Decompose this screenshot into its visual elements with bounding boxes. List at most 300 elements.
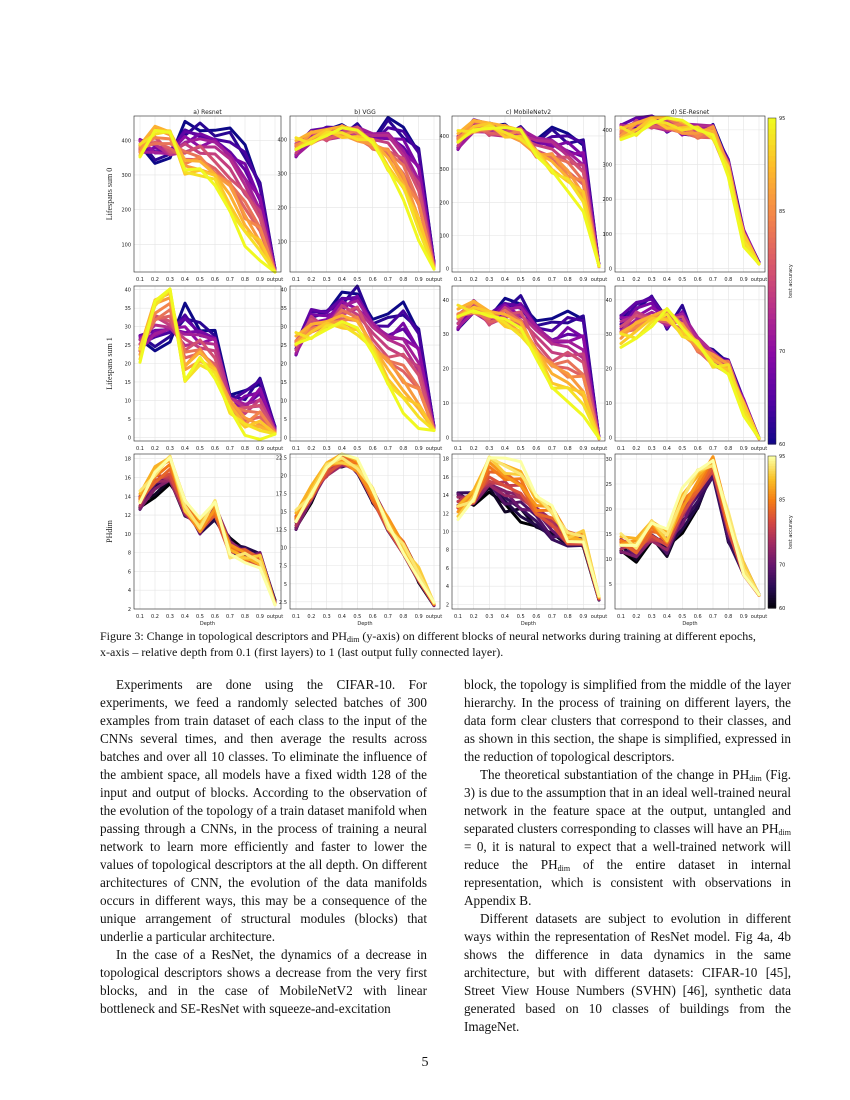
colorbar-segment bbox=[768, 390, 776, 396]
x-tick-label: 0.5 bbox=[196, 277, 204, 283]
y-tick-label: 10 bbox=[124, 398, 131, 405]
y-tick-label: 16 bbox=[124, 475, 131, 482]
y-tick-label: 14 bbox=[442, 493, 449, 500]
x-tick-label: 0.2 bbox=[151, 446, 159, 452]
y-tick-label: 18 bbox=[124, 456, 131, 463]
y-tick-label: 200 bbox=[602, 197, 612, 204]
colorbar-segment bbox=[768, 352, 776, 358]
x-tick-label: 0.1 bbox=[292, 446, 300, 452]
colorbar-segment bbox=[768, 172, 776, 178]
y-tick-label: 30 bbox=[605, 332, 612, 339]
colorbar-tick-label: 60 bbox=[779, 606, 786, 612]
series-line bbox=[621, 118, 759, 264]
series-line bbox=[140, 478, 275, 602]
y-tick-label: 10 bbox=[605, 557, 612, 563]
colorbar-segment bbox=[768, 373, 776, 379]
colorbar-segment bbox=[768, 243, 776, 249]
x-tick-label: output bbox=[750, 277, 768, 283]
y-tick-label: 400 bbox=[602, 127, 612, 134]
colorbar-segment bbox=[768, 118, 776, 124]
x-tick-label: 0.4 bbox=[663, 277, 671, 283]
colorbar-top bbox=[768, 116, 794, 448]
chart-panel-1-2 bbox=[443, 286, 608, 452]
y-tick-label: 8 bbox=[445, 547, 449, 554]
x-tick-label: 0.2 bbox=[469, 614, 478, 620]
x-tick-label: 0.7 bbox=[226, 614, 234, 620]
colorbar-segment bbox=[768, 401, 776, 407]
colorbar-segment bbox=[768, 384, 776, 390]
series-line bbox=[621, 116, 759, 263]
paragraph-datasets: Different datasets are subject to evolution in different ways within the representation of ResNet model. Fig 4a, 4b shows the difference in data dynamics in the same architecture, but with different datasets: CIFAR-10 [45], Street View House Numbers (SVHN) [46], synthetic data generated based on 10 classes of buildings from the ImageNet. bbox=[464, 911, 791, 1034]
x-tick-label: 0.3 bbox=[647, 277, 656, 283]
colorbar-label: test accuracy bbox=[788, 515, 794, 549]
series-line bbox=[140, 477, 275, 602]
figure-caption: Figure 3: Change in topological descriptors and $PH_{dim}$ (y-axis) on different blocks of neural networks during training at different epochs, x-axis – relative depth from 0.1 (first layers) to 1 (last output fully connected layer). bbox=[100, 629, 756, 659]
x-tick-label: 0.7 bbox=[709, 446, 717, 452]
y-tick-label: 10 bbox=[442, 529, 449, 536]
row-label: Lifespans sum 1 bbox=[105, 337, 114, 390]
y-tick-label: 200 bbox=[277, 205, 287, 212]
x-tick-label: 0.7 bbox=[384, 446, 392, 452]
y-tick-label: 100 bbox=[277, 239, 287, 246]
series-line bbox=[621, 118, 759, 264]
series-line bbox=[458, 126, 599, 267]
x-tick-label: 0.9 bbox=[739, 277, 748, 283]
chart-panel-2-1 bbox=[276, 454, 442, 627]
y-tick-label: 35 bbox=[124, 306, 131, 313]
y-tick-label: 100 bbox=[602, 231, 612, 238]
x-tick-label: 0.4 bbox=[338, 446, 346, 452]
x-tick-label: output bbox=[266, 277, 284, 283]
y-tick-label: 30 bbox=[280, 324, 287, 331]
x-tick-label: 0.6 bbox=[211, 446, 219, 452]
x-tick-label: 0.8 bbox=[724, 277, 733, 283]
colorbar-segment bbox=[768, 200, 776, 206]
page-number: 5 bbox=[421, 1055, 429, 1070]
series-line bbox=[140, 480, 275, 603]
x-tick-label: 0.3 bbox=[322, 446, 331, 452]
colorbar-segment bbox=[768, 265, 776, 271]
y-tick-label: 30 bbox=[442, 332, 449, 339]
x-tick-label: 0.4 bbox=[338, 614, 346, 620]
y-tick-label: 20 bbox=[605, 366, 612, 373]
y-tick-label: 35 bbox=[280, 306, 287, 313]
x-tick-label: 0.5 bbox=[516, 446, 525, 452]
y-tick-label: 15 bbox=[605, 532, 612, 538]
y-tick-label: 10 bbox=[280, 398, 287, 405]
y-tick-label: 17.5 bbox=[275, 491, 287, 498]
x-tick-label: 0.3 bbox=[485, 446, 494, 452]
x-tick-label: 0.3 bbox=[647, 446, 656, 452]
colorbar-segment bbox=[768, 156, 776, 162]
x-tick-label: 0.1 bbox=[454, 614, 462, 620]
x-tick-label: output bbox=[425, 446, 443, 452]
y-tick-label: 200 bbox=[439, 200, 449, 207]
colorbar-segment bbox=[768, 297, 776, 303]
paragraph-experiments: Experiments are done using the CIFAR-10. For experiments, we feed a randomly selected batches of 300 examples from train dataset of each class to the input of the CNNs several times, and then average the results across batches and over all 10 classes. To eliminate the influence of the ambient space, all models have a fixed width 128 of the input and output of blocks. According to the observation of the evolution of the topology of a train dataset manifold when passing through a CNNs, in the process of training a neural network to learn more efficiently and faster to lower the values of topological descriptors at the all depth. On different architectures of CNN, the evolution of the data manifolds occurs in different ways, this may be a consequence of the unique arrangement of structural modules (blocks) that underlie a particular architecture. bbox=[100, 677, 427, 944]
x-tick-label: 0.2 bbox=[151, 277, 159, 283]
x-tick-label: 0.9 bbox=[739, 446, 748, 452]
x-tick-label: 0.1 bbox=[454, 277, 462, 283]
colorbar-segment bbox=[768, 210, 776, 216]
x-tick-label: 0.3 bbox=[166, 277, 174, 283]
x-tick-label: 0.9 bbox=[256, 446, 264, 452]
colorbar-segment bbox=[768, 254, 776, 260]
x-tick-label: 0.8 bbox=[241, 614, 249, 620]
y-tick-label: 0 bbox=[608, 266, 612, 273]
y-tick-label: 400 bbox=[439, 133, 449, 140]
x-tick-label: 0.8 bbox=[563, 446, 572, 452]
y-tick-label: 40 bbox=[605, 297, 612, 304]
x-tick-label: 0.1 bbox=[617, 614, 625, 620]
colorbar-segment bbox=[768, 151, 776, 157]
x-tick-label: 0.7 bbox=[548, 277, 556, 283]
colorbar-bottom bbox=[768, 454, 794, 612]
x-tick-label: output bbox=[266, 446, 284, 452]
series-line bbox=[621, 122, 759, 264]
panel-title: d) SE-Resnet bbox=[670, 109, 710, 116]
y-tick-label: 300 bbox=[439, 167, 449, 174]
x-tick-label: 0.8 bbox=[724, 446, 733, 452]
series-line bbox=[621, 117, 759, 263]
x-tick-label: 0.7 bbox=[226, 277, 234, 283]
x-tick-label: 0.8 bbox=[724, 614, 733, 620]
colorbar-segment bbox=[768, 292, 776, 298]
chart-panel-1-3 bbox=[606, 286, 768, 452]
x-tick-label: 0.2 bbox=[632, 614, 641, 620]
colorbar-segment bbox=[768, 357, 776, 363]
series-line bbox=[621, 121, 759, 263]
y-tick-label: 100 bbox=[121, 242, 131, 249]
colorbar-tick-label: 60 bbox=[779, 442, 786, 448]
paragraph-resnet-dynamics: In the case of a ResNet, the dynamics of a decrease in topological descriptors shows a decrease from the very first blocks, and in the case of MobileNetV2 with linear bottleneck and SE-ResNet with squeeze-and-excitation bbox=[100, 947, 427, 1016]
colorbar-segment bbox=[768, 406, 776, 412]
colorbar-segment bbox=[768, 439, 776, 445]
colorbar-segment bbox=[768, 161, 776, 167]
x-tick-label: 0.5 bbox=[353, 614, 362, 620]
figure-3-chart-grid bbox=[100, 104, 800, 630]
colorbar-tick-label: 95 bbox=[779, 454, 786, 460]
colorbar-tick-label: 70 bbox=[779, 562, 786, 569]
x-tick-label: 0.7 bbox=[384, 277, 392, 283]
colorbar-segment bbox=[768, 221, 776, 227]
x-tick-label: 0.4 bbox=[663, 446, 671, 452]
colorbar-segment bbox=[768, 379, 776, 385]
chart-panel-2-2 bbox=[443, 454, 608, 627]
paragraph-theoretical-substantiation: The theoretical substantiation of the change in $PH_{dim}$ (Fig. 3) is due to the assumption that in an ideal well-trained neural network in the feature space at the output, untangled and separated clusters corresponding to classes will have an $PH_{dim} = 0$, it is natural to expect that a well-trained network will reduce the $PH_{dim}$ of the entire dataset in internal representation, which is consistent with observations in Appendix B. bbox=[464, 767, 792, 908]
series-line bbox=[621, 116, 759, 262]
y-tick-label: 25 bbox=[124, 343, 131, 350]
x-tick-label: 0.3 bbox=[322, 277, 331, 283]
x-tick-label: 0.6 bbox=[368, 614, 377, 620]
y-tick-label: 20 bbox=[605, 507, 612, 513]
x-tick-label: 0.6 bbox=[532, 614, 541, 620]
colorbar-segment bbox=[768, 428, 776, 434]
x-tick-label: 0.6 bbox=[532, 277, 541, 283]
x-tick-label: 0.6 bbox=[211, 277, 219, 283]
colorbar-segment bbox=[768, 303, 776, 309]
x-axis-label: Depth bbox=[357, 621, 373, 627]
series-line bbox=[621, 118, 759, 264]
series-line bbox=[621, 121, 759, 265]
x-tick-label: 0.5 bbox=[678, 446, 687, 452]
y-tick-label: 5 bbox=[608, 582, 612, 588]
row-label: PHdim bbox=[105, 520, 114, 543]
colorbar-segment bbox=[768, 194, 776, 200]
colorbar-segment bbox=[768, 129, 776, 135]
x-tick-label: 0.9 bbox=[414, 446, 423, 452]
x-tick-label: 0.6 bbox=[211, 614, 219, 620]
colorbar-segment bbox=[768, 368, 776, 374]
body-column-right bbox=[464, 676, 791, 1036]
chart-panel-0-3 bbox=[602, 109, 767, 283]
x-tick-label: 0.5 bbox=[678, 614, 687, 620]
colorbar-segment bbox=[768, 167, 776, 173]
x-tick-label: 0.3 bbox=[485, 614, 494, 620]
colorbar-segment bbox=[768, 395, 776, 401]
chart-panel-1-0 bbox=[125, 286, 284, 452]
series-line bbox=[621, 124, 759, 263]
x-tick-label: output bbox=[590, 614, 608, 620]
series-line bbox=[621, 461, 759, 595]
x-tick-label: 0.3 bbox=[166, 614, 174, 620]
colorbar-segment bbox=[768, 216, 776, 222]
y-tick-label: 7.5 bbox=[279, 563, 287, 570]
x-tick-label: 0.1 bbox=[292, 277, 300, 283]
x-tick-label: 0.2 bbox=[307, 446, 316, 452]
x-tick-label: 0.5 bbox=[678, 277, 687, 283]
x-tick-label: 0.9 bbox=[256, 614, 264, 620]
x-tick-label: 0.7 bbox=[709, 277, 717, 283]
colorbar-segment bbox=[768, 308, 776, 314]
x-tick-label: 0.1 bbox=[136, 446, 144, 452]
x-tick-label: 0.8 bbox=[563, 614, 572, 620]
figure-3 bbox=[100, 104, 800, 630]
y-tick-label: 22.5 bbox=[275, 455, 287, 462]
x-tick-label: 0.5 bbox=[353, 446, 362, 452]
x-tick-label: 0.8 bbox=[241, 446, 249, 452]
x-tick-label: 0.8 bbox=[399, 614, 408, 620]
colorbar-segment bbox=[768, 330, 776, 336]
chart-panel-1-1 bbox=[281, 286, 443, 452]
chart-panel-0-2 bbox=[439, 109, 607, 283]
x-tick-label: output bbox=[266, 614, 284, 620]
colorbar-segment bbox=[768, 411, 776, 417]
x-tick-label: 0.5 bbox=[196, 614, 204, 620]
y-tick-label: 2 bbox=[127, 607, 131, 613]
x-tick-label: 0.6 bbox=[532, 446, 541, 452]
x-tick-label: 0.5 bbox=[353, 277, 362, 283]
y-tick-label: 0 bbox=[445, 266, 449, 273]
panel-title: b) VGG bbox=[354, 109, 376, 116]
colorbar-segment bbox=[768, 227, 776, 233]
x-axis-label: Depth bbox=[682, 621, 698, 627]
y-tick-label: 12.5 bbox=[275, 527, 287, 534]
colorbar-segment bbox=[768, 123, 776, 129]
x-tick-label: 0.4 bbox=[181, 446, 189, 452]
colorbar-label: test accuracy bbox=[788, 264, 794, 298]
colorbar-segment bbox=[768, 335, 776, 341]
x-tick-label: output bbox=[590, 277, 608, 283]
colorbar-segment bbox=[768, 281, 776, 287]
colorbar-segment bbox=[768, 232, 776, 238]
x-tick-label: output bbox=[590, 446, 608, 452]
x-tick-label: 0.4 bbox=[181, 614, 189, 620]
chart-panel-2-0 bbox=[125, 454, 284, 627]
panel-title: c) MobileNetv2 bbox=[505, 109, 552, 116]
colorbar-segment bbox=[768, 324, 776, 330]
colorbar-segment bbox=[768, 346, 776, 352]
y-tick-label: 200 bbox=[121, 207, 131, 214]
x-axis-label: Depth bbox=[520, 621, 537, 627]
colorbar-segment bbox=[768, 189, 776, 195]
x-tick-label: 0.9 bbox=[579, 614, 588, 620]
x-tick-label: 0.8 bbox=[399, 446, 408, 452]
y-tick-label: 10 bbox=[442, 401, 449, 408]
x-tick-label: 0.6 bbox=[693, 614, 702, 620]
colorbar-segment bbox=[768, 286, 776, 292]
series-line bbox=[621, 119, 759, 263]
y-tick-label: 5 bbox=[283, 416, 287, 423]
colorbar-tick-label: 95 bbox=[779, 116, 786, 122]
y-tick-label: 300 bbox=[277, 171, 287, 178]
y-tick-label: 0 bbox=[445, 435, 449, 442]
colorbar-segment bbox=[768, 417, 776, 423]
x-tick-label: 0.8 bbox=[563, 277, 572, 283]
body-column-left bbox=[100, 676, 427, 1018]
x-tick-label: output bbox=[425, 277, 443, 283]
x-tick-label: 0.9 bbox=[256, 277, 264, 283]
axes-frame bbox=[615, 116, 765, 272]
colorbar-segment bbox=[768, 341, 776, 347]
series-line bbox=[140, 480, 275, 600]
colorbar-segment bbox=[768, 363, 776, 369]
x-tick-label: 0.4 bbox=[501, 614, 509, 620]
y-tick-label: 25 bbox=[280, 343, 287, 350]
colorbar-segment bbox=[768, 270, 776, 276]
y-tick-label: 30 bbox=[605, 457, 612, 463]
y-tick-label: 2 bbox=[445, 602, 449, 609]
y-tick-label: 300 bbox=[121, 172, 131, 179]
x-tick-label: 0.2 bbox=[307, 614, 316, 620]
colorbar-segment bbox=[768, 183, 776, 189]
y-tick-label: 20 bbox=[124, 361, 131, 368]
x-tick-label: 0.4 bbox=[501, 446, 509, 452]
series-line bbox=[621, 118, 759, 265]
series-line bbox=[621, 126, 759, 264]
y-tick-label: 5 bbox=[127, 416, 131, 423]
y-tick-label: 10 bbox=[605, 401, 612, 408]
y-tick-label: 25 bbox=[605, 482, 612, 488]
x-tick-label: 0.1 bbox=[617, 446, 625, 452]
y-tick-label: 15 bbox=[124, 379, 131, 386]
y-tick-label: 40 bbox=[280, 287, 287, 294]
x-tick-label: 0.7 bbox=[709, 614, 717, 620]
y-tick-label: 40 bbox=[442, 297, 449, 304]
x-tick-label: 0.9 bbox=[579, 446, 588, 452]
x-tick-label: 0.6 bbox=[368, 446, 377, 452]
x-tick-label: output bbox=[750, 614, 768, 620]
x-tick-label: 0.8 bbox=[399, 277, 408, 283]
x-tick-label: 0.2 bbox=[632, 446, 641, 452]
x-tick-label: 0.2 bbox=[151, 614, 159, 620]
y-tick-label: 2.5 bbox=[279, 599, 287, 606]
x-tick-label: 0.3 bbox=[322, 614, 331, 620]
colorbar-segment bbox=[768, 248, 776, 254]
x-tick-label: 0.4 bbox=[181, 277, 189, 283]
x-tick-label: 0.6 bbox=[368, 277, 377, 283]
series-line bbox=[140, 477, 275, 602]
x-tick-label: 0.5 bbox=[196, 446, 204, 452]
x-tick-label: 0.9 bbox=[579, 277, 588, 283]
y-tick-label: 30 bbox=[124, 324, 131, 331]
x-tick-label: 0.2 bbox=[469, 446, 478, 452]
series-line bbox=[140, 477, 275, 600]
y-tick-label: 8 bbox=[127, 550, 131, 557]
x-tick-label: 0.5 bbox=[516, 277, 525, 283]
colorbar-segment bbox=[768, 205, 776, 211]
panel-title: a) Resnet bbox=[193, 109, 222, 116]
colorbar-segment bbox=[768, 145, 776, 151]
y-tick-label: 15 bbox=[280, 509, 287, 516]
colorbar-segment bbox=[768, 319, 776, 325]
x-tick-label: 0.1 bbox=[454, 446, 462, 452]
colorbar-tick-label: 70 bbox=[779, 348, 786, 355]
y-tick-label: 15 bbox=[280, 379, 287, 386]
y-tick-label: 10 bbox=[280, 545, 287, 552]
y-tick-label: 12 bbox=[124, 513, 131, 520]
y-tick-label: 20 bbox=[442, 366, 449, 373]
x-tick-label: 0.8 bbox=[241, 277, 249, 283]
x-tick-label: 0.3 bbox=[647, 614, 656, 620]
y-tick-label: 0 bbox=[127, 435, 131, 442]
series-line bbox=[621, 118, 759, 264]
y-tick-label: 0 bbox=[283, 435, 287, 442]
chart-panel-2-3 bbox=[606, 454, 768, 627]
x-tick-label: 0.4 bbox=[663, 614, 671, 620]
y-tick-label: 4 bbox=[445, 584, 449, 591]
colorbar-segment bbox=[768, 314, 776, 320]
x-tick-label: 0.7 bbox=[548, 614, 556, 620]
y-tick-label: 6 bbox=[445, 565, 449, 572]
y-tick-label: 20 bbox=[280, 473, 287, 480]
y-tick-label: 100 bbox=[439, 233, 449, 240]
y-tick-label: 20 bbox=[280, 361, 287, 368]
y-tick-label: 300 bbox=[602, 162, 612, 169]
colorbar-segment bbox=[768, 276, 776, 282]
x-tick-label: 0.7 bbox=[384, 614, 392, 620]
y-tick-label: 12 bbox=[442, 511, 449, 518]
x-tick-label: output bbox=[750, 446, 768, 452]
x-tick-label: 0.3 bbox=[166, 446, 174, 452]
colorbar-segment bbox=[768, 134, 776, 140]
y-tick-label: 6 bbox=[127, 569, 131, 576]
series-line bbox=[621, 466, 759, 595]
x-axis-label: Depth bbox=[199, 621, 216, 627]
x-tick-label: 0.6 bbox=[693, 446, 702, 452]
y-tick-label: 400 bbox=[121, 138, 131, 145]
x-tick-label: 0.7 bbox=[548, 446, 556, 452]
series-line bbox=[296, 128, 434, 269]
y-tick-label: 16 bbox=[442, 474, 449, 481]
y-tick-label: 4 bbox=[127, 588, 131, 595]
series-line bbox=[621, 116, 759, 261]
x-tick-label: 0.1 bbox=[136, 614, 144, 620]
y-tick-label: 5 bbox=[283, 581, 287, 588]
y-tick-label: 18 bbox=[442, 456, 449, 463]
series-line bbox=[621, 121, 759, 264]
series-line bbox=[140, 484, 275, 600]
